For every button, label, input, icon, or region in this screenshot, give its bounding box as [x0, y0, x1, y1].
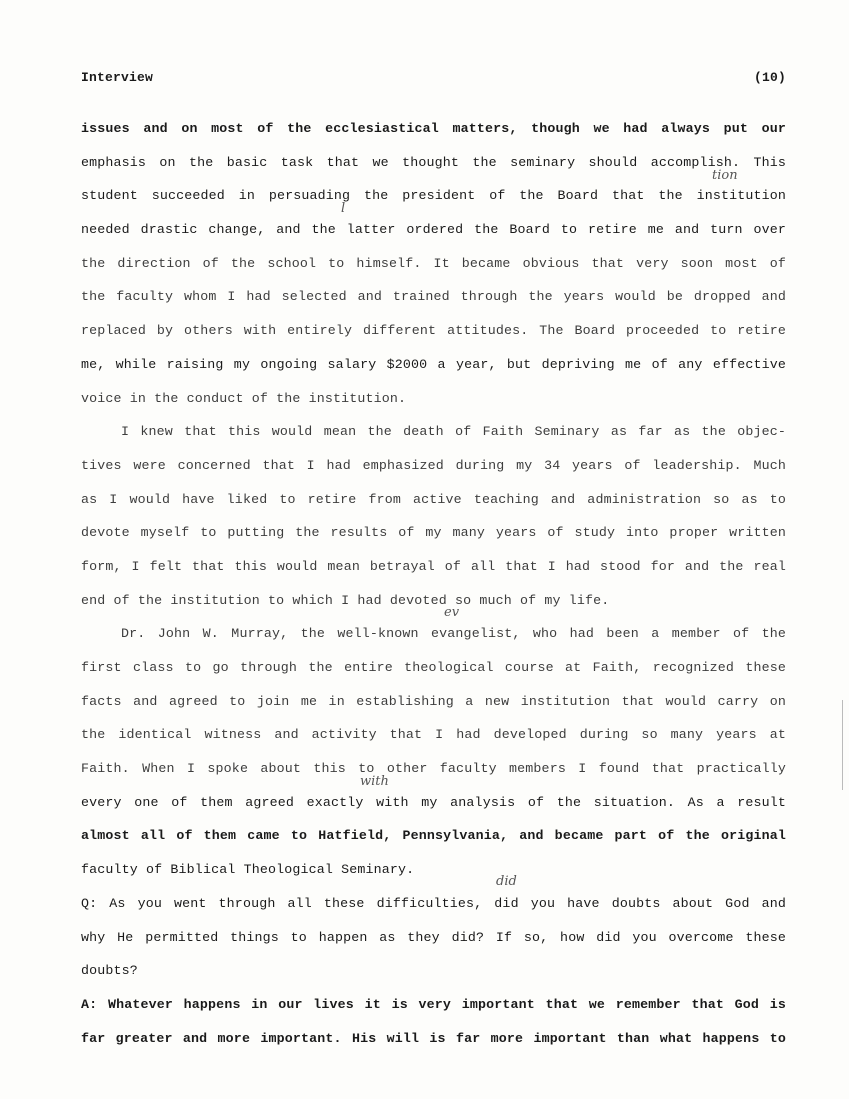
answer-line: A: Whatever happens in our lives it is very important that we remember that God is: [81, 996, 786, 1012]
text-line: me, while raising my ongoing salary $2000 a year, but depriving me of any effective: [81, 356, 786, 372]
text-line: voice in the conduct of the institution.: [81, 390, 407, 406]
page-number: (10): [753, 70, 786, 85]
text-line: first class to go through the entire theological course at Faith, recognized these: [81, 660, 786, 675]
margin-mark: [842, 700, 843, 790]
text-line: form, I felt that this would mean betrayal of all that I had stood for and the real: [81, 558, 786, 574]
question-line: why He permitted things to happen as they did? If so, how did you overcome these: [81, 929, 786, 945]
question-line: Q: As you went through all these difficulties, did you have doubts about God and: [81, 895, 786, 911]
question-line: doubts?: [81, 963, 138, 979]
handwritten-correction: ev: [444, 605, 460, 620]
handwritten-correction: did: [496, 874, 517, 889]
text-line: issues and on most of the ecclesiastical matters, though we had always put our: [81, 121, 786, 136]
text-line: needed drastic change, and the latter ordered the Board to retire me and turn over: [81, 222, 786, 238]
text-line: I knew that this would mean the death of Faith Seminary as far as the objec-: [121, 424, 786, 440]
text-line: end of the institution to which I had devoted so much of my life.: [81, 592, 610, 608]
text-line: faculty of Biblical Theological Seminary.: [81, 862, 415, 878]
handwritten-correction: with: [360, 774, 389, 789]
text-line: Faith. When I spoke about this to other faculty members I found that practically: [81, 761, 786, 777]
handwritten-correction: tion: [712, 168, 738, 183]
text-line: tives were concerned that I had emphasized during my 34 years of leadership. Much: [81, 457, 786, 473]
text-line: almost all of them came to Hatfield, Pennsylvania, and became part of the original: [81, 828, 786, 844]
header-title: Interview: [81, 70, 154, 85]
text-line: replaced by others with entirely different attitudes. The Board proceeded to retire: [81, 323, 786, 339]
text-line: every one of them agreed exactly with my analysis of the situation. As a result: [81, 794, 786, 810]
text-line: emphasis on the basic task that we thought the seminary should accomplish. This: [81, 154, 786, 170]
handwritten-correction: l: [341, 201, 346, 216]
text-line: Dr. John W. Murray, the well-known evangelist, who had been a member of the: [121, 626, 786, 642]
text-line: as I would have liked to retire from active teaching and administration so as to: [81, 491, 786, 507]
text-line: facts and agreed to join me in establishing a new institution that would carry on: [81, 693, 786, 709]
answer-line: far greater and more important. His will is far more important than what happens to: [81, 1030, 786, 1046]
body-text: [81, 119, 786, 1062]
text-line: the direction of the school to himself. It became obvious that very soon most of: [81, 255, 786, 271]
text-line: devote myself to putting the results of my many years of study into proper written: [81, 525, 786, 541]
text-line: the faculty whom I had selected and trained through the years would be dropped and: [81, 289, 786, 305]
text-line: the identical witness and activity that I had developed during so many years at: [81, 727, 786, 743]
text-line: student succeeded in persuading the president of the Board that the institution: [81, 188, 786, 204]
